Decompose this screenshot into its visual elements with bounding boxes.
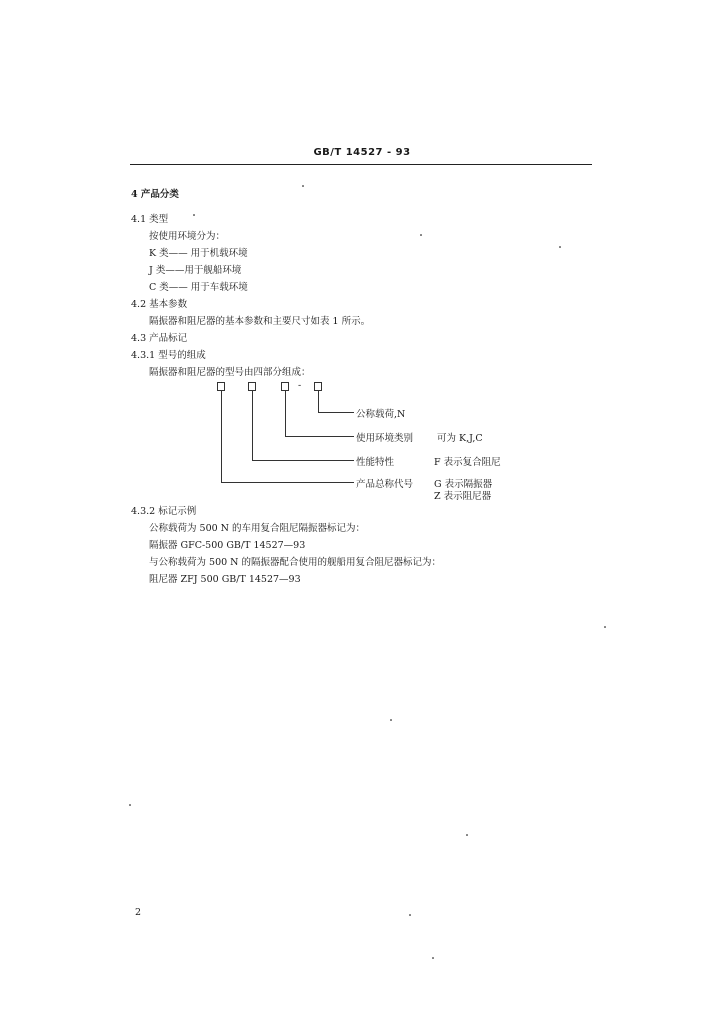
leader-env-h	[285, 436, 354, 437]
section-4-1-intro: 按使用环境分为：	[149, 231, 226, 242]
label-product-code: 产品总称代号	[356, 479, 414, 490]
section-4-2-text: 隔振器和阻尼器的基本参数和主要尺寸如表 1 所示。	[149, 316, 371, 327]
type-item-j: J 类——用于舰船环境	[149, 265, 242, 276]
scan-speck	[390, 719, 392, 721]
note-product-z: Z 表示阻尼器	[434, 491, 492, 502]
label-nominal-load: 公称载荷,N	[356, 409, 406, 420]
section-4-1-heading: 4.1 类型	[131, 214, 169, 225]
type-item-c: C 类—— 用于车载环境	[149, 282, 248, 293]
leader-load-h	[318, 412, 354, 413]
scan-speck	[129, 804, 131, 806]
document-header: GB/T 14527 - 93	[313, 147, 411, 158]
code-box-environment	[281, 382, 289, 391]
leader-product-v	[221, 391, 222, 482]
leader-env-v	[285, 391, 286, 436]
section-4-heading: 4 产品分类	[131, 189, 179, 200]
section-4-3-1-heading: 4.3.1 型号的组成	[131, 350, 206, 361]
note-product-g: G 表示隔振器	[434, 479, 493, 490]
section-4-3-heading: 4.3 产品标记	[131, 333, 188, 344]
type-item-k: K 类—— 用于机载环境	[149, 248, 248, 259]
example-1-marking: 隔振器 GFC-500 GB/T 14527—93	[149, 540, 306, 551]
scan-speck	[559, 246, 561, 248]
scan-speck	[432, 957, 434, 959]
leader-perf-v	[252, 391, 253, 460]
example-1-description: 公称载荷为 500 N 的车用复合阻尼隔振器标记为：	[149, 523, 366, 534]
leader-product-h	[221, 482, 354, 483]
code-separator: -	[298, 380, 302, 391]
label-environment: 使用环境类别	[356, 433, 414, 444]
scan-speck	[409, 914, 411, 916]
leader-perf-h	[252, 460, 354, 461]
example-2-marking: 阻尼器 ZFJ 500 GB/T 14527—93	[149, 574, 301, 585]
header-rule	[130, 164, 592, 165]
label-performance: 性能特性	[356, 457, 395, 468]
code-box-product	[217, 382, 225, 391]
scan-speck	[193, 214, 195, 216]
scan-speck	[420, 234, 422, 236]
section-4-3-1-text: 隔振器和阻尼器的型号由四部分组成：	[149, 367, 311, 378]
code-box-performance	[248, 382, 256, 391]
note-performance: F 表示复合阻尼	[434, 457, 501, 468]
section-4-2-heading: 4.2 基本参数	[131, 299, 188, 310]
section-4-3-2-heading: 4.3.2 标记示例	[131, 506, 197, 517]
note-environment: 可为 K,J,C	[437, 433, 483, 444]
page-number: 2	[135, 907, 142, 918]
scan-speck	[604, 626, 606, 628]
code-box-load	[314, 382, 322, 391]
scan-speck	[466, 834, 468, 836]
scan-speck	[302, 185, 304, 187]
leader-load-v	[318, 391, 319, 412]
example-2-description: 与公称载荷为 500 N 的隔振器配合使用的舰船用复合阻尼器标记为：	[149, 557, 442, 568]
